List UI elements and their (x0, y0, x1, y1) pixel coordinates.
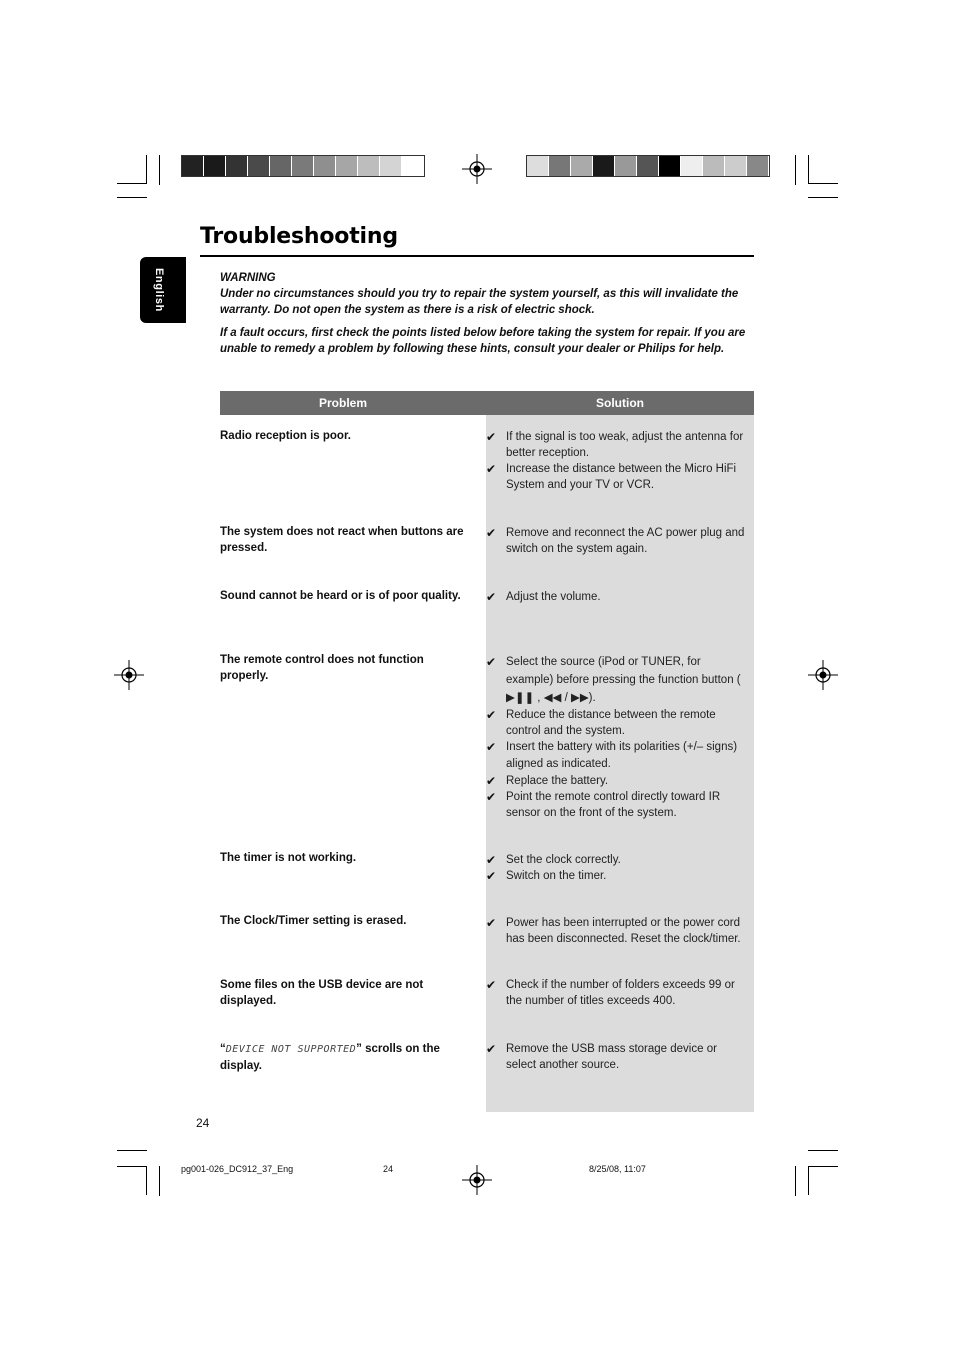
check-icon: ✔ (486, 590, 497, 604)
color-swatch (659, 156, 681, 176)
registration-mark-left-icon (114, 660, 144, 690)
language-tab (140, 257, 186, 323)
problem-device-not-supported: “DEVICE NOT SUPPORTED” scrolls on the display. (220, 1043, 440, 1072)
color-swatch (402, 156, 424, 176)
header-solution: Solution (596, 396, 644, 410)
list-item: ✔ Switch on the timer. (486, 869, 607, 883)
color-swatch (314, 156, 336, 176)
color-swatch-bar-left (181, 155, 425, 177)
list-item: ✔ Remove and reconnect the AC power plug and switch on the system again. (486, 526, 745, 555)
color-swatch (336, 156, 358, 176)
header-problem: Problem (318, 396, 367, 410)
list-item: ✔ If the signal is too weak, adjust the antenna for better reception. (486, 430, 744, 459)
color-swatch (182, 156, 204, 176)
color-swatch (703, 156, 725, 176)
color-swatch (549, 156, 571, 176)
footer-filename: pg001-026_DC912_37_Eng (181, 1164, 294, 1174)
warning-text: Under no circumstances should you try to repair the system yourself, as this will invalidate the warranty. Do not open the system as there is a risk of electric shock. (220, 288, 739, 316)
check-icon: ✔ (486, 462, 497, 476)
color-swatch (725, 156, 747, 176)
color-swatch (248, 156, 270, 176)
list-item: ✔ Remove the USB mass storage device or select another source. (486, 1042, 717, 1071)
list-item: ✔ Insert the battery with its polarities (+/– signs) aligned as indicated. (486, 740, 738, 770)
list-item: ✔ Power has been interrupted or the power cord has been disconnected. Reset the clock/timer. (486, 916, 741, 945)
list-item: ✔ Point the remote control directly toward IR sensor on the front of the system. (486, 790, 721, 819)
check-icon: ✔ (486, 853, 497, 867)
problem-buttons-no-reaction: The system does not react when buttons are pressed. (220, 526, 464, 554)
registration-mark-top-icon (462, 154, 492, 184)
list-item: ✔ Reduce the distance between the remote control and the system. (486, 708, 716, 737)
check-icon: ✔ (486, 1042, 497, 1056)
registration-mark-right-icon (808, 660, 838, 690)
list-item: ✔ Increase the distance between the Micro HiFi System and your TV or VCR. (486, 462, 737, 491)
solution-timer (486, 852, 750, 884)
fault-instructions: If a fault occurs, first check the points listed below before taking the system for repair. If you are unable to remedy a problem by following these hints, consult your dealer or Philips for help. (220, 327, 746, 355)
color-swatch (270, 156, 292, 176)
check-icon: ✔ (486, 526, 497, 540)
page-title: Troubleshooting (200, 224, 398, 249)
check-icon: ✔ (486, 430, 497, 444)
list-item: ✔ Adjust the volume. (486, 590, 601, 604)
check-icon: ✔ (486, 655, 497, 669)
problem-radio-reception: Radio reception is poor. (220, 430, 351, 442)
color-swatch (571, 156, 593, 176)
solution-remote-control (486, 653, 750, 821)
problem-usb-files: Some files on the USB device are not displayed. (220, 979, 424, 1007)
color-swatch (593, 156, 615, 176)
footer-datetime: 8/25/08, 11:07 (589, 1164, 646, 1174)
solution-device-not-supported (486, 1041, 750, 1073)
problem-timer: The timer is not working. (220, 852, 357, 864)
title-rule (200, 255, 754, 257)
problem-sound: Sound cannot be heard or is of poor quality. (220, 590, 461, 602)
language-tab-label: English (153, 268, 165, 312)
check-icon: ✔ (486, 978, 497, 992)
solution-clock-timer-erased (486, 915, 750, 947)
solution-usb-files (486, 977, 750, 1009)
page-number: 24 (196, 1116, 210, 1130)
color-swatch (292, 156, 314, 176)
color-swatch (747, 156, 769, 176)
solution-buttons-no-reaction (486, 525, 750, 557)
color-swatch (527, 156, 549, 176)
color-swatch (204, 156, 226, 176)
color-swatch (615, 156, 637, 176)
color-swatch-bar-right (526, 155, 770, 177)
list-item: ✔ Replace the battery. (486, 774, 609, 788)
check-icon: ✔ (486, 869, 497, 883)
lcd-display-text: DEVICE NOT SUPPORTED (225, 1044, 357, 1055)
color-swatch (358, 156, 380, 176)
color-swatch (681, 156, 703, 176)
problem-remote-control: The remote control does not function properly. (220, 654, 424, 682)
check-icon: ✔ (486, 774, 497, 788)
warning-label: WARNING (220, 272, 276, 284)
solution-radio-reception (486, 429, 750, 493)
solution-sound (486, 589, 750, 605)
color-swatch (226, 156, 248, 176)
check-icon: ✔ (486, 916, 497, 930)
list-item: ✔ Select the source (iPod or TUNER, for example) before pressing the function button ( ▶❚❚ , ◀◀ / ▶▶). (486, 655, 741, 704)
check-icon: ✔ (486, 790, 497, 804)
list-item: ✔ Set the clock correctly. (486, 853, 621, 867)
color-swatch (380, 156, 402, 176)
check-icon: ✔ (486, 708, 497, 722)
color-swatch (637, 156, 659, 176)
list-item: ✔ Check if the number of folders exceeds 99 or the number of titles exceeds 400. (486, 978, 735, 1007)
registration-mark-bottom-icon (462, 1165, 492, 1195)
table-header (220, 391, 754, 415)
problem-clock-timer-erased: The Clock/Timer setting is erased. (220, 915, 407, 927)
footer-page: 24 (383, 1164, 394, 1174)
check-icon: ✔ (486, 740, 497, 754)
